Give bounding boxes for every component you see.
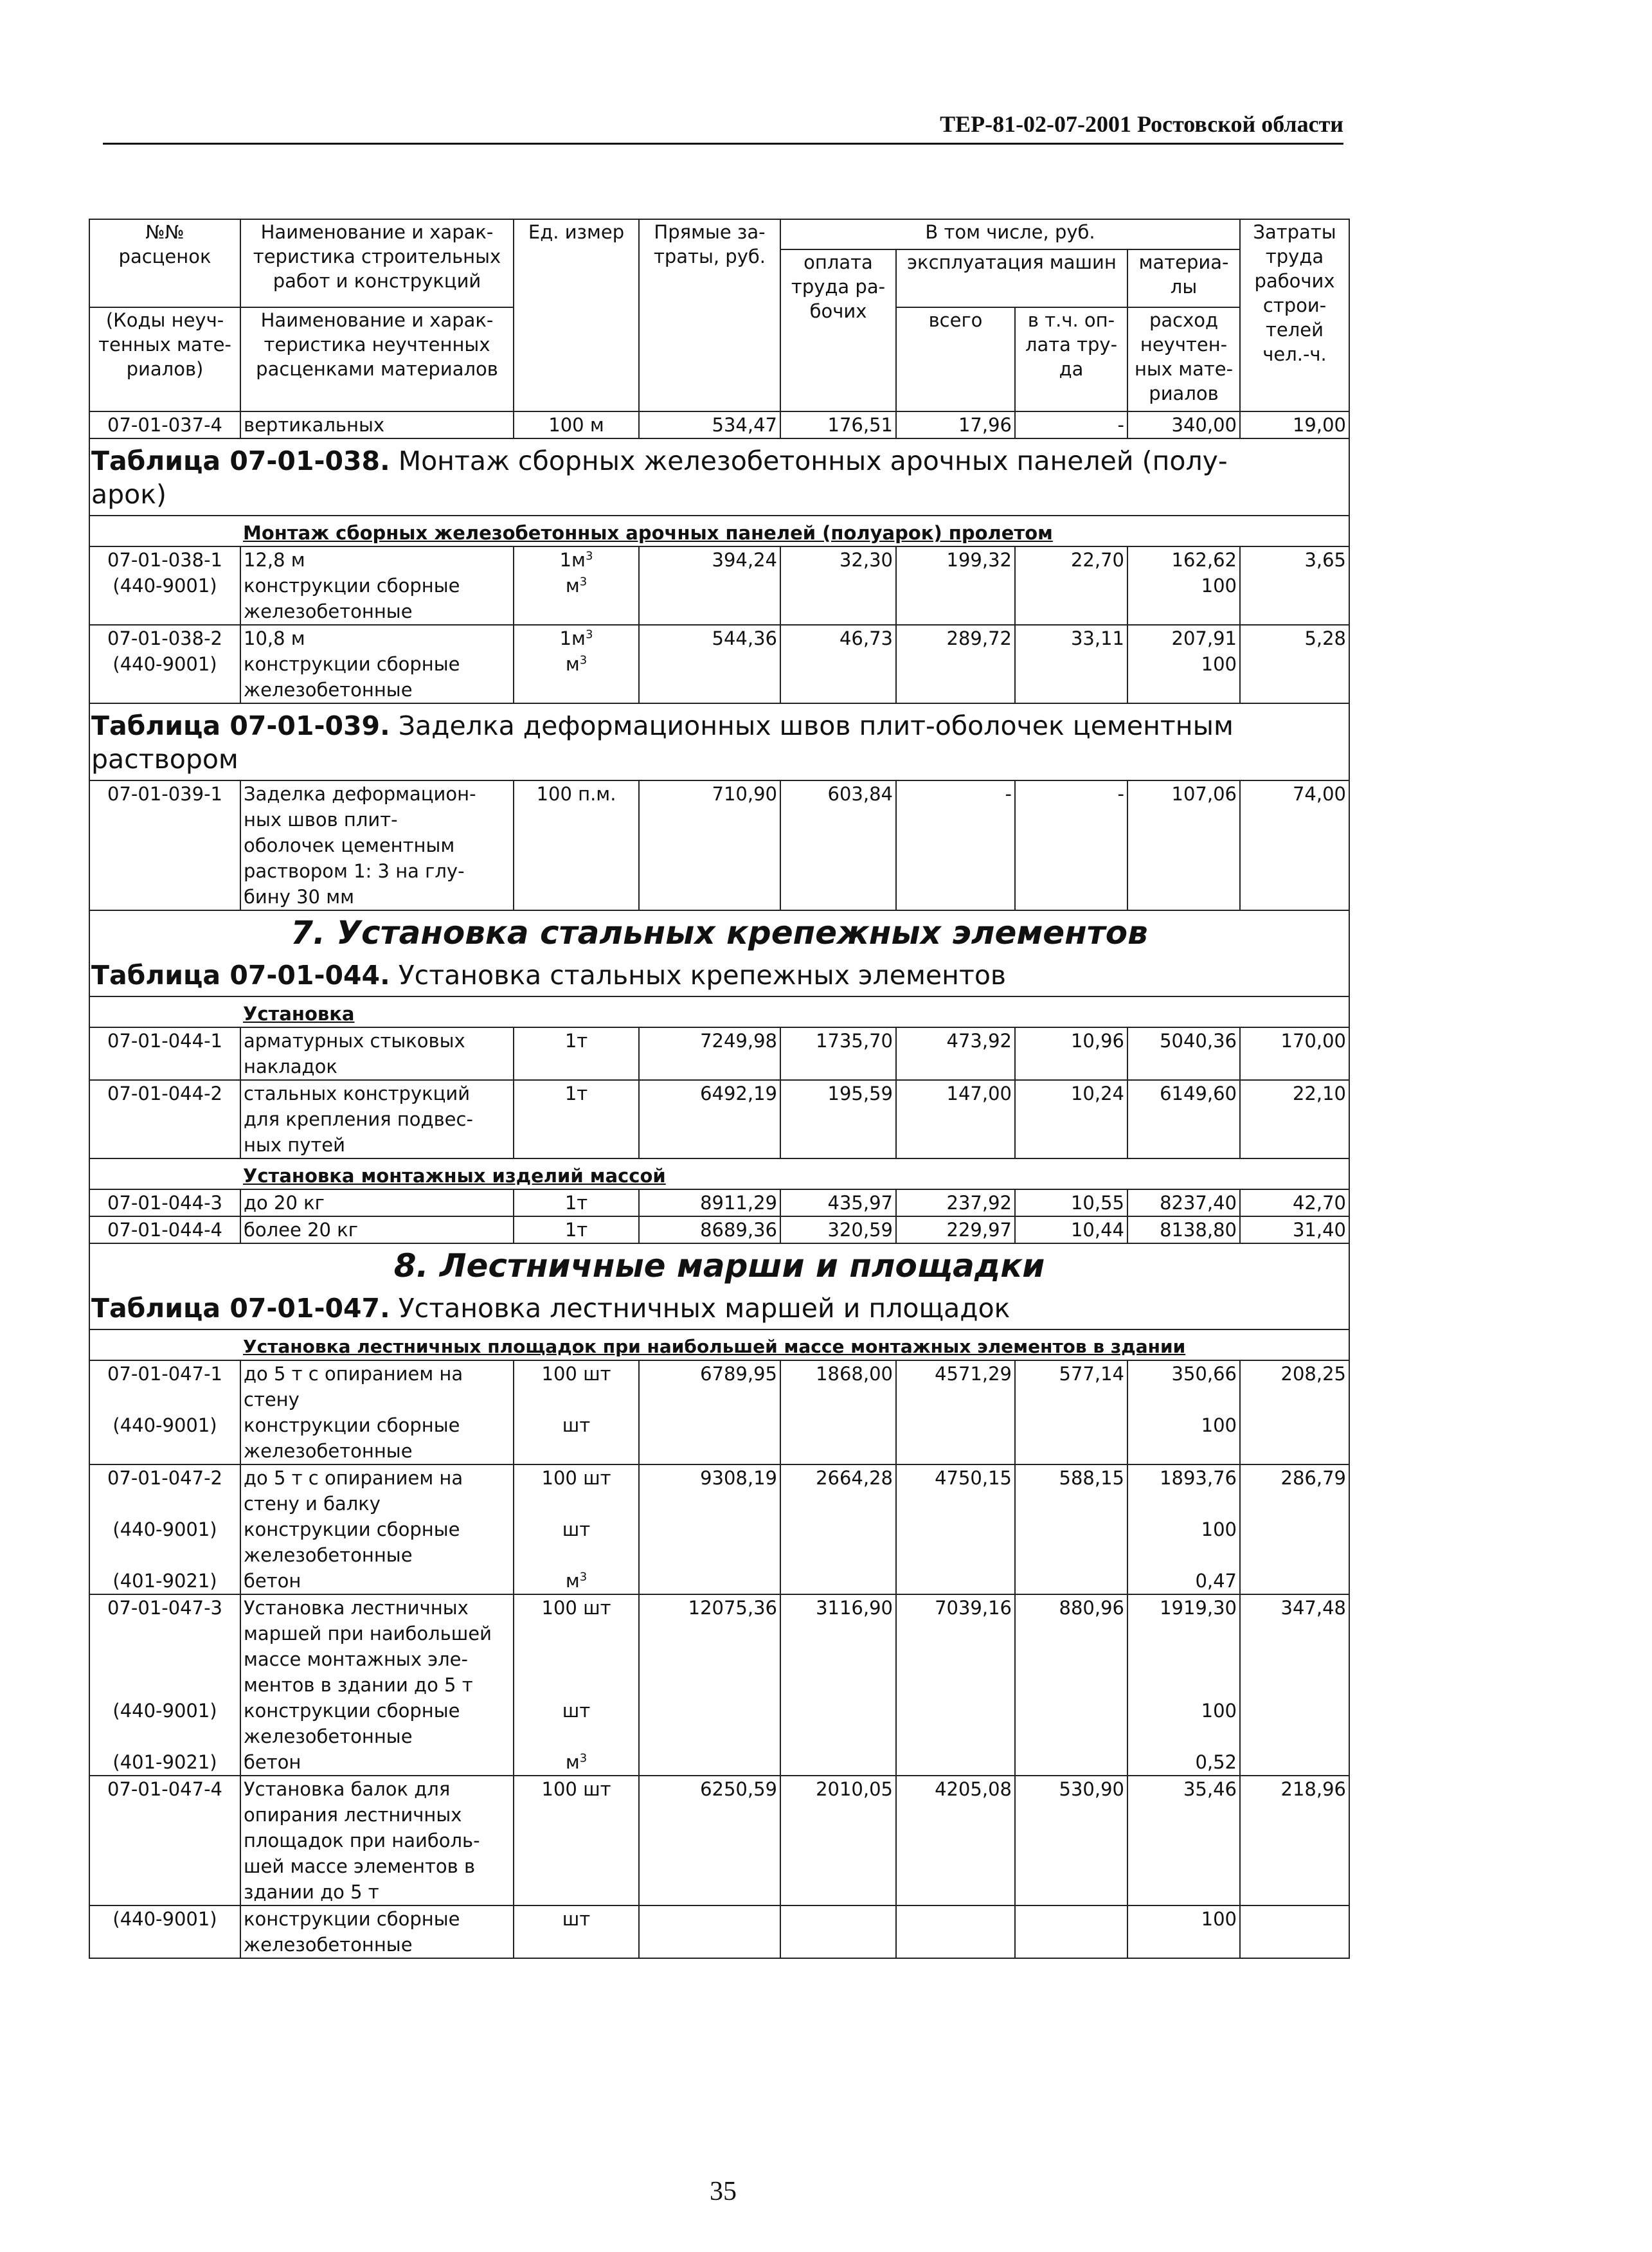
table-title-row: [89, 703, 1349, 780]
page-number: 35: [710, 2177, 737, 2206]
group-row: [89, 1329, 1349, 1360]
table-title-row: [89, 438, 1349, 516]
table-row: 07-01-038-1 12,8 м $1м^3$ 394,24 32,30 199,32 22,70 162,62 3,65: [89, 546, 1349, 573]
material-row: (440-9001) конструкции сборные железобетонные $м^3$ 100: [89, 573, 1349, 625]
group-heading: Установка: [240, 996, 1349, 1027]
table-row: 07-01-047-4 Установка балок для опирания лестничных площадок при наиболь- шей массе элементов в здании до 5 т 100 шт 6250,59 2010,05 4205,08 530,90 35,46 218,96: [89, 1776, 1349, 1905]
table-title-number: Таблица 07-01-047.: [91, 1293, 390, 1324]
header-materials-expense: расход неучтен- ных мате- риалов: [1127, 307, 1240, 411]
table-row: 07-01-047-1 до 5 т с опиранием на стену 100 шт 6789,95 1868,00 4571,29 577,14 350,66 208,25: [89, 1360, 1349, 1412]
header-materials: материа- лы: [1127, 249, 1240, 307]
section-title: 8. Лестничные марши и площадки: [89, 1243, 1349, 1286]
table-title-number: Таблица 07-01-038.: [91, 446, 390, 476]
header-name-materials: Наименование и харак- теристика неучтенных расценками материалов: [240, 307, 514, 411]
header-machines-total: всего: [896, 307, 1015, 411]
material-row: (401-9021) бетон $м^3$ 0,52: [89, 1749, 1349, 1776]
document-header: ТЕР-81-02-07-2001 Ростовской области: [940, 111, 1343, 137]
table-title-number: Таблица 07-01-044.: [91, 960, 390, 991]
material-row: (440-9001) конструкции сборные железобетонные шт 100: [89, 1412, 1349, 1464]
header-direct-costs: Прямые за- траты, руб.: [639, 219, 780, 411]
table-row: 07-01-044-2 стальных конструкций для крепления подвес- ных путей 1т 6492,19 195,59 147,00 10,24 6149,60 22,10: [89, 1080, 1349, 1158]
group-heading: Установка лестничных площадок при наибольшей массе монтажных элементов в здании: [240, 1329, 1349, 1360]
material-row: (440-9001) конструкции сборные железобетонные шт 100: [89, 1517, 1349, 1568]
table-row: 07-01-044-3 до 20 кг 1т 8911,29 435,97 237,92 10,55 8237,40 42,70: [89, 1189, 1349, 1216]
material-row: (440-9001) конструкции сборные железобетонные шт 100: [89, 1905, 1349, 1958]
section-row: [89, 1243, 1349, 1286]
table-title-number: Таблица 07-01-039.: [91, 710, 390, 741]
table-title-row: [89, 1286, 1349, 1329]
table-title-text: Установка лестничных маршей и площадок: [390, 1293, 1010, 1324]
header-incl: В том числе, руб.: [780, 219, 1240, 249]
group-row: [89, 1158, 1349, 1189]
header-name: Наименование и харак- теристика строительных работ и конструкций: [240, 219, 514, 307]
table-title-row: [89, 953, 1349, 996]
header-wages: оплата труда ра- бочих: [780, 249, 896, 411]
header-labor: Затраты труда рабочих строи- телей чел.-ч.: [1240, 219, 1349, 411]
header-rule: [103, 143, 1343, 145]
rates-table: [89, 219, 1350, 1959]
table-header-row: [89, 219, 1349, 249]
group-heading: Установка монтажных изделий массой: [240, 1158, 1349, 1189]
group-heading: Монтаж сборных железобетонных арочных панелей (полуарок) пролетом: [240, 516, 1349, 546]
rates-table-page: [89, 219, 1349, 1959]
material-row: (440-9001) конструкции сборные железобетонные шт 100: [89, 1698, 1349, 1749]
table-row: 07-01-038-2 10,8 м $1м^3$ 544,36 46,73 289,72 33,11 207,91 5,28: [89, 625, 1349, 651]
table-title-text: Заделка деформационных швов плит-оболочек цементным раствором: [91, 710, 1234, 775]
table-row: 07-01-039-1 Заделка деформацион- ных швов плит- оболочек цементным раствором 1: 3 на глу- бину 30 мм 100 п.м. 710,90 603,84 - - 107,06 74,00: [89, 780, 1349, 910]
table-title-text: Монтаж сборных железобетонных арочных панелей (полу- арок): [91, 446, 1228, 510]
section-row: [89, 910, 1349, 953]
header-machines-wages: в т.ч. оп- лата тру- да: [1015, 307, 1127, 411]
header-unit: Ед. измер: [514, 219, 639, 411]
header-code: №№ расценок: [89, 219, 240, 307]
header-machines: эксплуатация машин: [896, 249, 1127, 307]
material-row: (401-9021) бетон $м^3$ 0,47: [89, 1568, 1349, 1594]
group-row: [89, 996, 1349, 1027]
group-row: [89, 516, 1349, 546]
table-row: 07-01-047-2 до 5 т с опиранием на стену и балку 100 шт 9308,19 2664,28 4750,15 588,15 1893,76 286,79: [89, 1464, 1349, 1517]
table-title-text: Установка стальных крепежных элементов: [390, 960, 1007, 991]
material-row: (440-9001) конструкции сборные железобетонные $м^3$ 100: [89, 651, 1349, 703]
table-row: 07-01-047-3 Установка лестничных маршей при наибольшей массе монтажных эле- ментов в здании до 5 т 100 шт 12075,36 3116,90 7039,16 880,96 1919,30 347,48: [89, 1594, 1349, 1698]
table-row: 07-01-044-4 более 20 кг 1т 8689,36 320,59 229,97 10,44 8138,80 31,40: [89, 1216, 1349, 1243]
table-row: 07-01-037-4 вертикальных 100 м 534,47 176,51 17,96 - 340,00 19,00: [89, 411, 1349, 438]
section-title: 7. Установка стальных крепежных элементов: [89, 910, 1349, 953]
table-row: 07-01-044-1 арматурных стыковых накладок 1т 7249,98 1735,70 473,92 10,96 5040,36 170,00: [89, 1027, 1349, 1080]
header-code-materials: (Коды неуч- тенных мате- риалов): [89, 307, 240, 411]
